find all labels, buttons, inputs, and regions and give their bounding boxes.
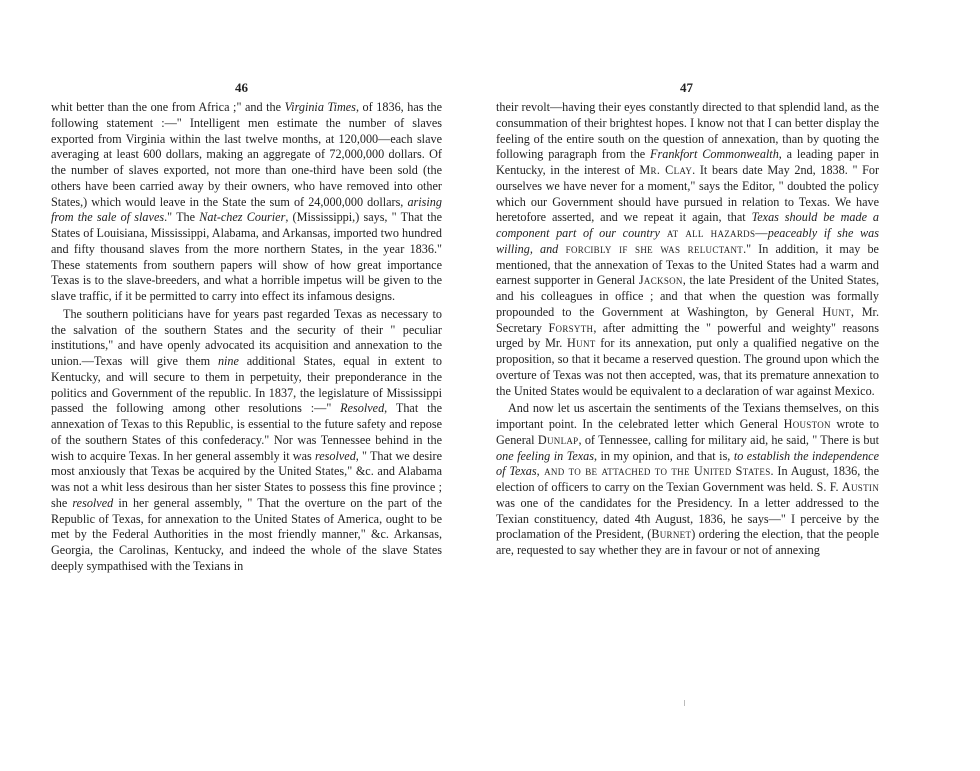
scan-mark — [684, 700, 685, 706]
paragraph: whit better than the one from Africa ;" and the Virginia Times, of 1836, has the following statement :—" Intelligent men estimate the number of slaves exported from Virginia within the last twelve months, at 120,000—each slave averaging at least 600 dollars, making an aggregate of 72,000,000 dollars. Of the number of slaves exported, not more than one-third have been sold (the others have been carried away by their owners, who have removed into other States,) which would leave in the State the sum of 24,000,000 dollars, arising from the sale of slaves." The Nat-chez Courier, (Mississippi,) says, " That the States of Louisiana, Mississippi, Alabama, and Arkansas, imported two hundred and fifty thousand slaves from the more northern States, in the year 1836." These statements from southern papers will show of how great importance Texas is to the slave-breeders, and what a horrible impetus will be given to the slave traffic, if it be permitted to carry into effect its infamous designs. — [51, 100, 443, 303]
paragraph: The southern politicians have for years past regarded Texas as necessary to the salvation of the southern States and the security of their " peculiar institutions," and have openly advocated its acquisition and annexation to the union.—Texas will give them nine additional States, equal in extent to Kentucky, and will secure to them in perpetuity, their preponderance in the politics and Government of the republic. In 1837, the legislature of Mississippi passed the following among other resolutions :—" Resolved, That the annexation of Texas to this Republic, is essential to the future safety and repose of the southern States of this confederacy." Nor was Tennessee behind in the wish to acquire Texas. In her general assembly it was resolved, " That we desire most anxiously that Texas be acquired by the United States," &c. and Alabama was not a whit less desirous than her sister States to possess this fine province ; she resolved in her general assembly, " That the overture on the part of the Republic of Texas, for annexation to the United States of America, ought to be met by the Federal Authorities in the most friendly manner," &c. Arkansas, Georgia, the Carolinas, Kentucky, and indeed the whole of the slave States deeply sympathised with the Texians in — [51, 306, 443, 573]
left-page-body — [51, 100, 442, 575]
right-page-body — [496, 100, 879, 559]
paragraph: their revolt—having their eyes constantly directed to that splendid land, as the consummation of their brightest hopes. I know not that I can better display the feeling of the entire south on the question of annexation, than by quoting the following paragraph from the Frankfort Commonwealth, a leading paper in Kentucky, in the interest of Mr. Clay. It bears date May 2nd, 1838. " For ourselves we have never for a moment," says the Editor, " doubted the policy which our Government should have pursued in relation to Texas. We have heretofore asserted, and we repeat it again, that Texas should be made a component part of our country at all hazards—peaceably if she was willing, and forcibly if she was reluctant." In addition, it may be mentioned, that the annexation of Texas to the United States had a warm and earnest supporter in General Jackson, the late President of the United States, and his colleagues in office ; and that when the question was formally propounded to the Government at Washington, by General Hunt, Mr. Secretary Forsyth, after admitting the " powerful and weighty" reasons urged by Mr. Hunt for its annexation, put only a qualified negative on the proposition, so that it became a reserved question. The ground upon which the overture of Texas was not then accepted, was, that its premature annexation to the United States would be equivalent to a declaration of war against Mexico. — [496, 100, 880, 398]
right-page — [490, 0, 980, 771]
page-number-left: 46 — [235, 80, 248, 95]
paragraph: And now let us ascertain the sentiments of the Texians themselves, on this important point. In the celebrated letter which General Houston wrote to General Dunlap, of Tennessee, calling for military aid, he said, " There is but one feeling in Texas, in my opinion, and that is, to establish the independence of Texas, and to be attached to the United States. In August, 1836, the election of officers to carry on the Texian Government was held. S. F. Austin was one of the candidates for the Presidency. In a letter addressed to the Texian constituency, dated 4th August, 1836, he says—" I perceive by the proclamation of the President, (Burnet) ordering the election, that the people are, requested to say whether they are in favour or not of annexing — [496, 401, 879, 557]
page-number-right: 47 — [680, 80, 693, 95]
